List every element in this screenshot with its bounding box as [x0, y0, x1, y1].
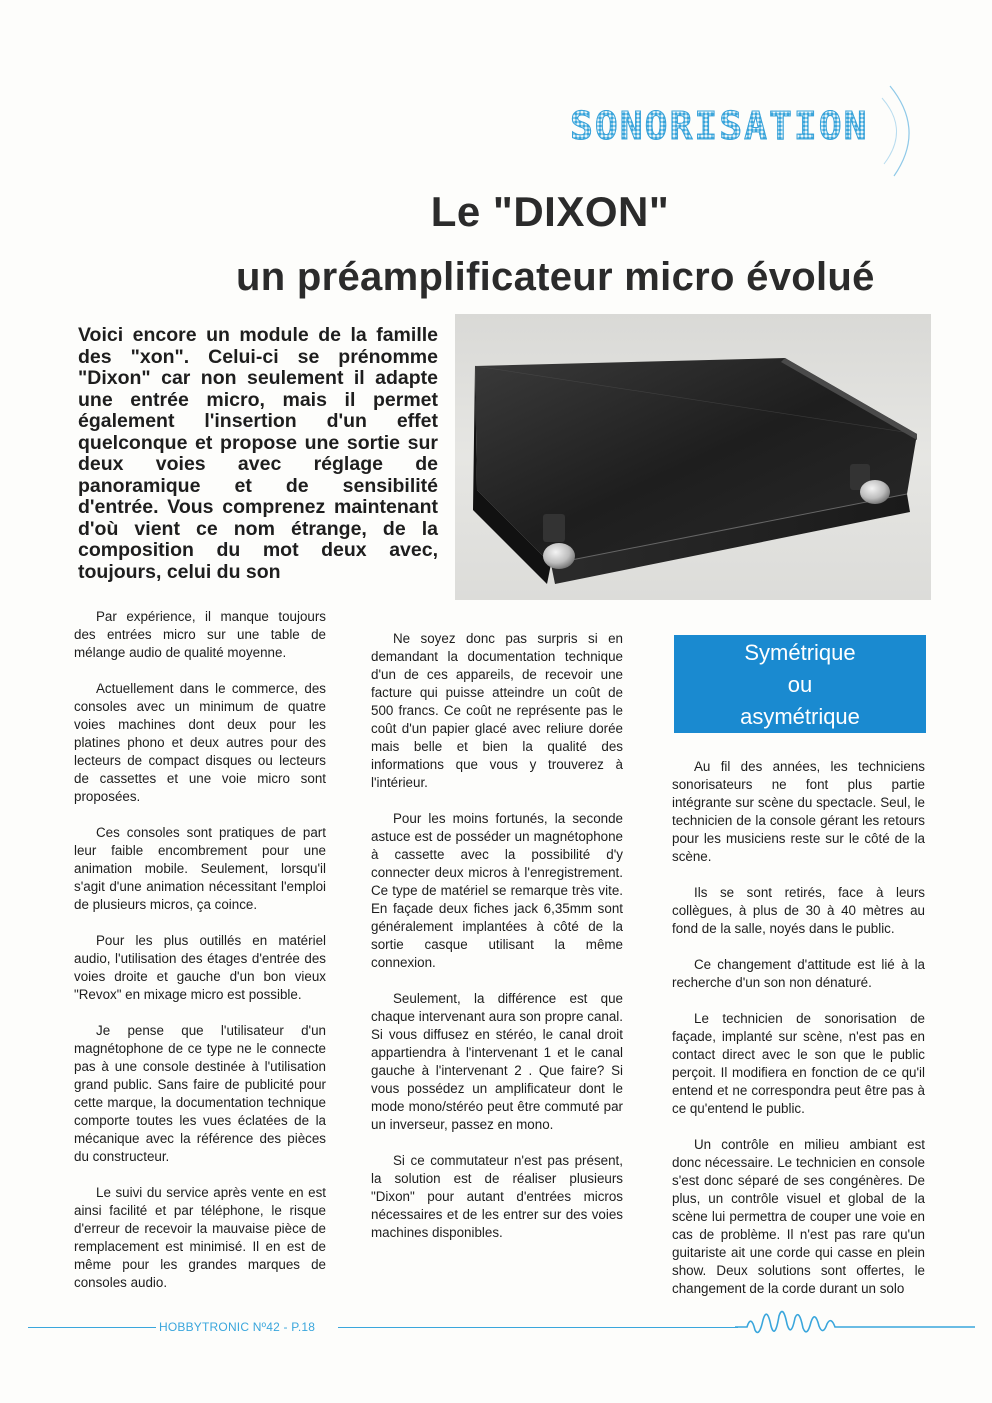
- subheading-line: ou: [787, 672, 813, 697]
- paragraph: Je pense que l'utilisateur d'un magnétophone de ce type ne le connecte pas à une console destinée à l'utilisation grand public. Sans faire de publicité pour cette marque, la documentation technique comporte toutes les vues éclatées de la mécanique avec la référence des pièces du constructeur.: [74, 1023, 326, 1164]
- paragraph: Pour les plus outillés en matériel audio, l'utilisation des étages d'entrée des voies droite et gauche d'un bon vieux "Revox" en mixage micro est possible.: [74, 933, 326, 1002]
- paragraph: Par expérience, il manque toujours des entrées micro sur une table de mélange audio de qualité moyenne.: [74, 609, 326, 660]
- waveform-icon: [735, 1302, 975, 1342]
- body-column-1: [74, 608, 326, 1310]
- paragraph: Au fil des années, les techniciens sonorisateurs ne font plus partie intégrante sur scène du spectacle. Seul, le technicien de la console gérant les retours pour les musiciens reste sur le côté de la scène.: [672, 759, 925, 864]
- paragraph: Le suivi du service après vente en est ainsi facilité et par téléphone, le risque d'erreur de recevoir la mauvaise pièce de remplacement est minimisé. Il en est de même pour les grandes marques de consoles audio.: [74, 1185, 326, 1290]
- preamp-enclosure-image: [455, 314, 931, 600]
- paragraph: Le technicien de sonorisation de façade, implanté sur scène, n'est pas en contact direct avec le son que le public perçoit. Il modifiera en fonction de ce qu'il entend et ne correspondra peut être pas à ce qu'entend le public.: [672, 1011, 925, 1116]
- paragraph: Ils se sont retirés, face à leurs collègues, à plus de 30 à 40 mètres au fond de la salle, noyés dans le public.: [672, 885, 925, 936]
- body-column-2: [371, 630, 623, 1260]
- paragraph: Ces consoles sont pratiques de part leur faible encombrement pour une animation mobile. Seulement, lorsqu'il s'agit d'une animation nécessitant l'emploi de plusieurs micros, ça coince.: [74, 825, 326, 912]
- footer-rule-right: [338, 1327, 738, 1328]
- paragraph: Si ce commutateur n'est pas présent, la solution est de réaliser plusieurs "Dixon" pour autant d'entrées micros nécessaires et de les entrer sur des voies machines disponibles.: [371, 1153, 623, 1240]
- subheading-line: Symétrique: [744, 640, 856, 665]
- paragraph: Seulement, la différence est que chaque intervenant aura son propre canal. Si vous diffusez en stéréo, le canal droit appartiendra à l'intervenant 1 et le canal gauche à l'intervenant 2 . Que faire? Si vous possédez un amplificateur dont le mode mono/stéréo peut être commuté par un inverseur, passez en mono.: [371, 991, 623, 1132]
- paragraph: Pour les moins fortunés, la seconde astuce est de posséder un magnétophone à cassette avec la possibilité d'y connecter deux micros à l'enregistrement. Ce type de matériel se remarque très vite. En façade deux fiches jack 6,35mm sont généralement implantées à côté de la sortie casque utilisant la même connexion.: [371, 811, 623, 970]
- article-title: Le "DIXON": [430, 188, 670, 235]
- paragraph: Ne soyez donc pas surpris si en demandant la documentation technique d'un de ces appareils, de recevoir une facture qui puisse atteindre un coût de 500 francs. Ce coût ne représente pas le coût d'un papier glacé avec reliure dorée mais belle et bien la qualité des informations que vous y trouverez à l'intérieur.: [371, 631, 623, 790]
- article-subtitle: un préamplificateur micro évolué: [236, 255, 875, 299]
- section-tag: SONORISATION: [570, 104, 882, 148]
- paragraph: Ce changement d'attitude est lié à la recherche d'un son non dénaturé.: [672, 957, 925, 990]
- intro-paragraph: Voici encore un module de la famille des "xon". Celui-ci se prénomme "Dixon" car non seulement il adapte une entrée micro, mais il permet également l'insertion d'un effet quelconque et propose une sortie sur deux voies avec réglage de panoramique et de sensibilité d'entrée. Vous comprenez maintenant d'où vient ce nom étrange, de la composition du mot deux avec, toujours, celui du son: [78, 324, 438, 583]
- subheading-line: asymétrique: [740, 704, 860, 729]
- body-column-3: [672, 758, 925, 1298]
- decorative-arc-icon: [860, 80, 930, 180]
- footer-page-label: HOBBYTRONIC Nº42 - P.18: [159, 1320, 316, 1334]
- subheading-box: [674, 635, 926, 733]
- footer-rule-left: [28, 1327, 156, 1328]
- paragraph: Actuellement dans le commerce, des consoles avec un minimum de quatre voies machines dont deux pour les platines phono et deux autres pour des lecteurs de compact disques ou lecteurs de cassettes et une voie micro sont proposées.: [74, 681, 326, 804]
- paragraph: Un contrôle en milieu ambiant est donc nécessaire. Le technicien en console s'est donc séparé de ses congénères. De plus, un contrôle visuel et global de la scène lui permettra de couper une voie en cas de problème. Il n'est pas rare qu'un guitariste ait une corde qui casse en plein show. Deux solutions sont offertes, le changement de la corde durant un solo: [672, 1137, 925, 1296]
- product-photo: [455, 314, 931, 600]
